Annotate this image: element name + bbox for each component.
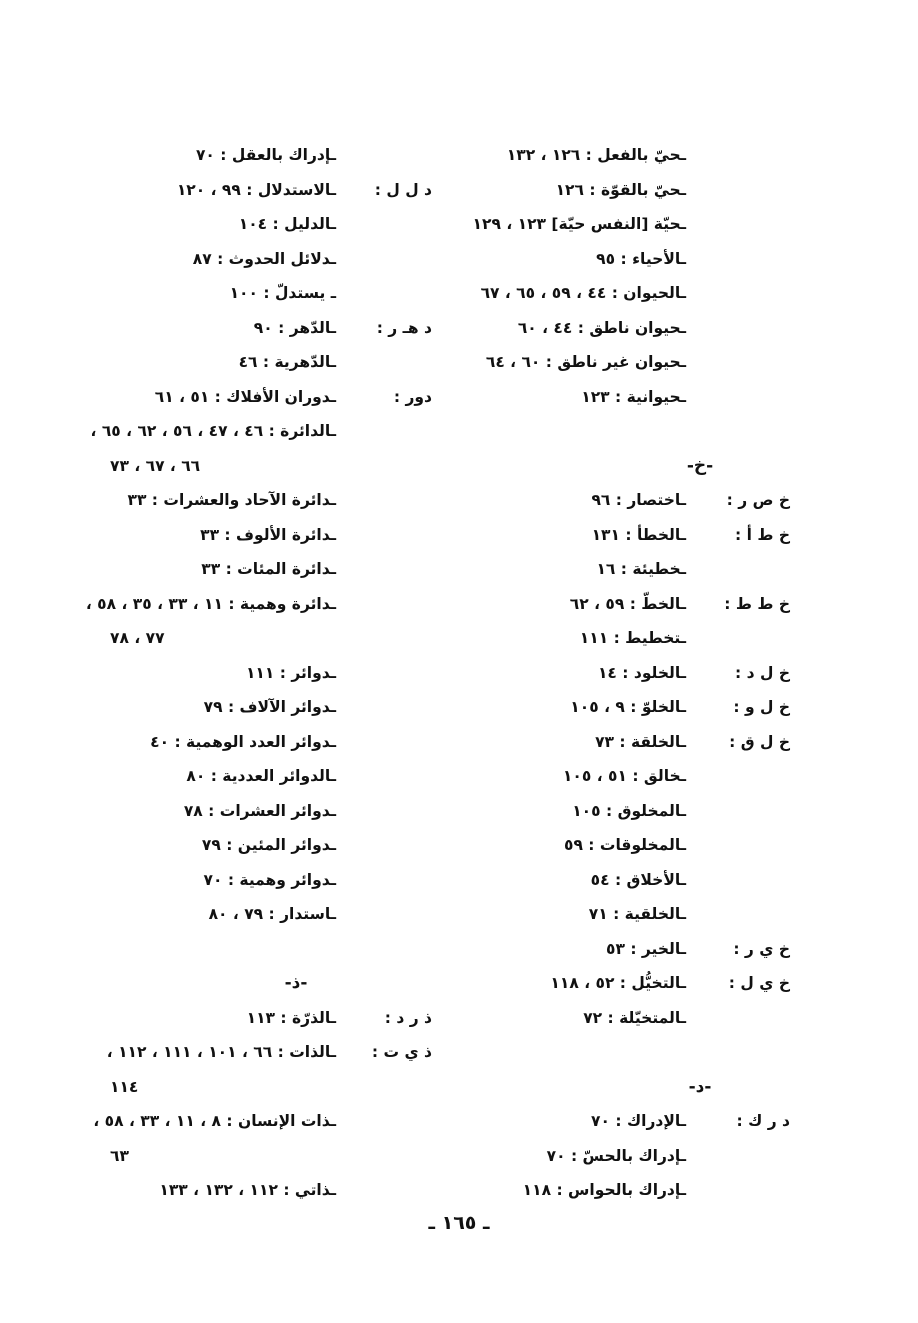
index-entry xyxy=(478,587,790,622)
index-entry-text: ـالذات : ٦٦ ، ١٠١ ، ١١١ ، ١١٢ ، xyxy=(106,1043,336,1061)
index-entry xyxy=(110,518,432,553)
index-entry-text: ـالذرّة : ١١٣ xyxy=(246,1008,336,1027)
index-entry xyxy=(478,518,790,553)
index-entry-text: ـالمخلوقات : ٥٩ xyxy=(563,836,686,854)
section-letter-heading: -خ- xyxy=(686,455,714,476)
index-entry xyxy=(478,1139,790,1174)
index-entry xyxy=(478,863,790,898)
index-root: خ ل ق : xyxy=(729,732,790,751)
index-entry-text: ـالدليل : ١٠٤ xyxy=(238,215,336,233)
index-entry-text: ـتخطيط : ١١١ xyxy=(579,629,686,647)
index-root: ذ ر د : xyxy=(384,1008,432,1027)
index-entry xyxy=(110,345,432,380)
page-number: ـ ١٦٥ ـ xyxy=(428,1212,490,1234)
index-entry-text: ـالمخلوق : ١٠٥ xyxy=(572,801,686,820)
index-entry-text: ـالخلوّ : ٩ ، ١٠٥ xyxy=(570,698,686,716)
index-entry-text: ـدوائر وهمية : ٧٠ xyxy=(203,870,336,889)
index-entry-text: ـالخلقة : ٧٣ xyxy=(595,732,686,751)
index-entry-continuation: ٧٧ ، ٧٨ xyxy=(110,629,165,647)
index-entry-text: ـالخطّ : ٥٩ ، ٦٢ xyxy=(569,594,686,613)
index-entry-text: ـالإدراك : ٧٠ xyxy=(591,1112,686,1130)
index-entry-text: ـدوائر : ١١١ xyxy=(245,663,336,682)
index-entry xyxy=(110,552,432,587)
index-entry-text: ـإدراك بالحسّ : ٧٠ xyxy=(546,1146,686,1165)
index-entry-text: ـالدائرة : ٤٦ ، ٤٧ ، ٥٦ ، ٦٢ ، ٦٥ ، xyxy=(90,422,336,440)
index-entry-text: ـالخلقية : ٧١ xyxy=(588,905,686,923)
index-root: خ ي ر : xyxy=(733,939,790,958)
index-entry-text: ـاستدار : ٧٩ ، ٨٠ xyxy=(208,905,336,923)
index-entry xyxy=(478,552,790,587)
index-column-right xyxy=(472,138,790,1208)
index-entry xyxy=(110,759,432,794)
index-entry-text: ـحيوانية : ١٢٣ xyxy=(581,387,686,406)
index-entry xyxy=(478,483,790,518)
index-entry xyxy=(110,311,432,346)
index-entry xyxy=(478,932,790,967)
index-entry-text: ـحيّ بالقوّة : ١٢٦ xyxy=(555,180,686,199)
index-entry-text: ـالخلود : ١٤ xyxy=(597,663,686,682)
index-root: خ ص ر : xyxy=(726,491,790,509)
index-entry-text: ـدائرة الآحاد والعشرات : ٣٣ xyxy=(127,491,336,509)
index-root: خ ل و : xyxy=(733,698,790,716)
index-entry xyxy=(110,656,432,691)
index-entry xyxy=(478,966,790,1001)
index-column-left xyxy=(85,138,432,1208)
index-entry xyxy=(110,690,432,725)
index-entry-text: ـاختصار : ٩٦ xyxy=(591,491,686,509)
index-entry xyxy=(85,587,432,622)
index-entry-text: ـدوران الأفلاك : ٥١ ، ٦١ xyxy=(154,387,336,406)
index-entry-continuation: ١١٤ xyxy=(110,1077,139,1096)
index-entry-text: ـالدّهرية : ٤٦ xyxy=(238,353,336,371)
index-entry-text: ـالدّهر : ٩٠ xyxy=(253,318,336,337)
index-entry-text: ـحيوان ناطق : ٤٤ ، ٦٠ xyxy=(517,318,686,337)
index-root: خ ط ط : xyxy=(724,594,790,613)
section-gap xyxy=(110,932,432,967)
index-entry-text: ـدوائر المئين : ٧٩ xyxy=(201,836,336,854)
index-entry xyxy=(478,621,790,656)
index-entry xyxy=(106,1035,432,1070)
index-entry xyxy=(90,414,432,449)
index-entry-text: ـحيوان غير ناطق : ٦٠ ، ٦٤ xyxy=(485,353,686,371)
index-entry-text: ـحيّة [النفس حيّة] ١٢٣ ، ١٢٩ xyxy=(472,215,686,233)
index-entry xyxy=(110,897,432,932)
section-letter-heading: -ذ- xyxy=(284,973,308,993)
index-entry xyxy=(110,242,432,277)
index-entry xyxy=(478,759,790,794)
index-root: خ ي ل : xyxy=(728,974,790,992)
index-entry-text: ـخطيئة : ١٦ xyxy=(596,560,686,578)
index-entry-text: ـذاتي : ١١٢ ، ١٣٢ ، ١٣٣ xyxy=(159,1181,336,1199)
index-entry-text: ـدائرة الألوف : ٣٣ xyxy=(200,525,336,544)
index-entry xyxy=(110,794,432,829)
index-entry xyxy=(110,621,432,656)
index-entry-text: ـالدوائر العددية : ٨٠ xyxy=(186,767,336,785)
index-entry xyxy=(110,1070,432,1105)
index-entry-text: ـدائرة وهمية : ١١ ، ٣٣ ، ٣٥ ، ٥٨ ، xyxy=(85,594,336,613)
section-gap xyxy=(478,1035,790,1070)
index-entry-text: ـدوائر العشرات : ٧٨ xyxy=(183,801,336,820)
index-entry-text: ـالحيوان : ٤٤ ، ٥٩ ، ٦٥ ، ٦٧ xyxy=(480,284,686,302)
index-entry xyxy=(110,483,432,518)
index-entry-text: ـدائرة المئات : ٣٣ xyxy=(201,560,336,578)
index-entry xyxy=(478,276,790,311)
index-entry xyxy=(110,1001,432,1036)
index-entry xyxy=(478,173,790,208)
index-entry xyxy=(110,138,432,173)
index-root: د هـ ر : xyxy=(376,318,432,337)
index-entry xyxy=(478,1104,790,1139)
index-entry-text: ـالمتخيّلة : ٧٢ xyxy=(583,1008,686,1027)
index-entry xyxy=(478,311,790,346)
index-root: دور : xyxy=(393,387,432,406)
index-entry xyxy=(478,656,790,691)
section-gap xyxy=(478,414,790,449)
index-entry xyxy=(478,690,790,725)
index-entry-text: ـ يستدلّ : ١٠٠ xyxy=(229,284,336,302)
index-entry-text: ـالأخلاق : ٥٤ xyxy=(590,870,686,889)
index-root: د ر ك : xyxy=(736,1112,790,1130)
index-entry xyxy=(478,345,790,380)
index-entry-continuation: ٦٦ ، ٦٧ ، ٧٣ xyxy=(110,456,201,475)
index-entry-text: ـدلائل الحدوث : ٨٧ xyxy=(192,249,336,268)
index-root: خ ط أ : xyxy=(735,525,790,544)
index-entry xyxy=(478,725,790,760)
index-entry-text: ـإدراك بالحواس : ١١٨ xyxy=(522,1181,686,1199)
index-entry-text: ـذات الإنسان : ٨ ، ١١ ، ٣٣ ، ٥٨ ، xyxy=(93,1112,336,1130)
index-entry-text: ـخالق : ٥١ ، ١٠٥ xyxy=(562,767,686,785)
index-entry-text: ـالخير : ٥٣ xyxy=(606,939,686,958)
index-entry xyxy=(110,276,432,311)
index-entry xyxy=(478,242,790,277)
section-letter-heading: -د- xyxy=(688,1076,712,1097)
index-entry xyxy=(478,794,790,829)
index-entry xyxy=(478,138,790,173)
index-entry xyxy=(110,1173,432,1208)
index-entry xyxy=(478,1173,790,1208)
index-entry xyxy=(110,863,432,898)
index-root: د ل ل : xyxy=(374,180,432,199)
index-entry xyxy=(478,897,790,932)
index-entry xyxy=(110,380,432,415)
index-entry-text: ـالخطأ : ١٣١ xyxy=(591,525,686,544)
index-entry xyxy=(110,173,432,208)
index-entry-text: ـدوائر العدد الوهمية : ٤٠ xyxy=(150,732,336,751)
index-entry-text: ـدوائر الآلاف : ٧٩ xyxy=(203,698,336,716)
index-entry-text: ـالتخيُّل : ٥٢ ، ١١٨ xyxy=(550,974,686,992)
index-entry xyxy=(110,725,432,760)
index-entry xyxy=(110,828,432,863)
index-entry-text: ـالأحياء : ٩٥ xyxy=(596,249,686,268)
index-entry-text: ـإدراك بالعقل : ٧٠ xyxy=(195,146,336,164)
index-entry xyxy=(110,207,432,242)
index-entry xyxy=(478,828,790,863)
index-entry xyxy=(93,1104,432,1139)
index-entry xyxy=(110,449,432,484)
index-entry xyxy=(110,1139,432,1174)
index-root: خ ل د : xyxy=(735,663,790,682)
index-entry xyxy=(478,380,790,415)
index-entry-text: ـالاستدلال : ٩٩ ، ١٢٠ xyxy=(176,180,336,199)
index-entry-text: ـحيّ بالفعل : ١٢٦ ، ١٣٢ xyxy=(506,146,686,164)
index-root: ذ ي ت : xyxy=(371,1043,432,1061)
index-entry-continuation: ٦٣ xyxy=(110,1146,129,1165)
index-entry xyxy=(472,207,790,242)
index-entry xyxy=(478,1001,790,1036)
